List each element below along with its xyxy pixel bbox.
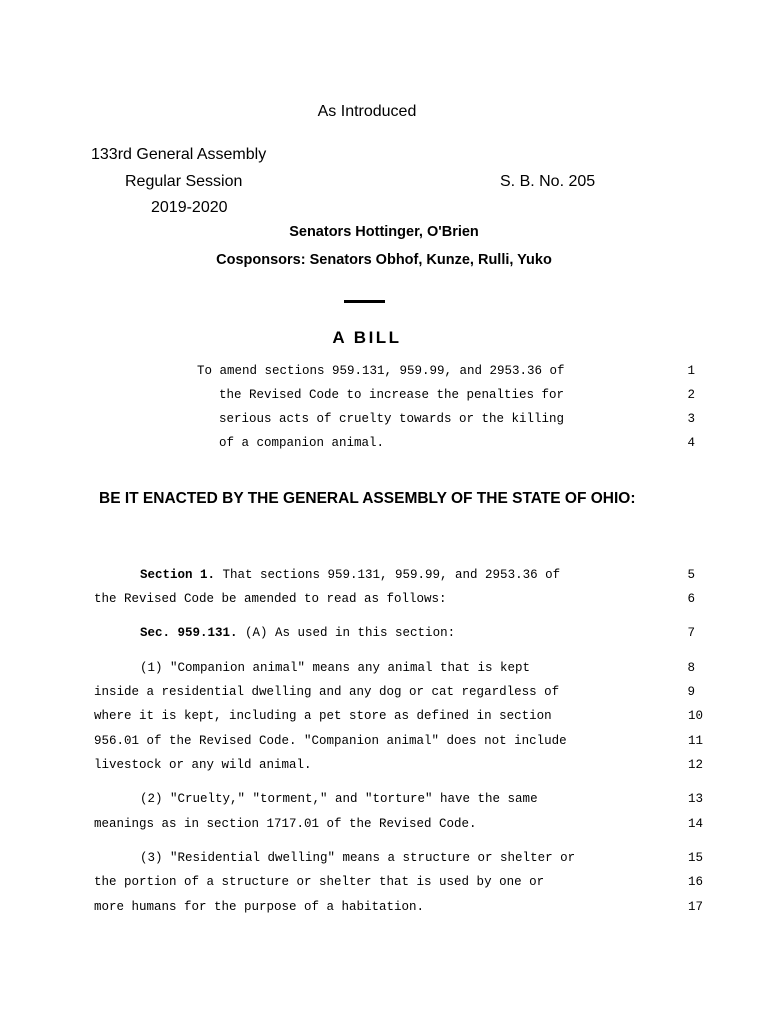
paragraph-line: 956.01 of the Revised Code. "Companion animal" does not include [94, 734, 567, 748]
paragraph-line: livestock or any wild animal. [94, 758, 312, 772]
section-1-line [140, 568, 560, 582]
general-assembly: 133rd General Assembly [91, 146, 267, 163]
line-number: 17 [687, 900, 703, 914]
paragraph-line: (3) "Residential dwelling" means a structure or shelter or [140, 851, 576, 865]
enacting-clause: BE IT ENACTED BY THE GENERAL ASSEMBLY OF THE STATE OF OHIO: [99, 490, 636, 507]
section-1-line: the Revised Code be amended to read as follows: [94, 592, 447, 606]
paragraph-line: (1) "Companion animal" means any animal that is kept [140, 661, 531, 675]
paragraph-line: where it is kept, including a pet store as defined in section [94, 709, 552, 723]
line-number: 12 [687, 758, 703, 772]
line-number: 9 [687, 685, 695, 699]
paragraph-line: meanings as in section 1717.01 of the Revised Code. [94, 817, 477, 831]
paragraph-line: more humans for the purpose of a habitation. [94, 900, 425, 914]
line-number: 14 [687, 817, 703, 831]
section-label: Sec. 959.131. [140, 626, 238, 640]
section-text: (A) As used in this section: [237, 626, 456, 640]
title-line: To amend sections 959.131, 959.99, and 2953.36 of [197, 364, 565, 378]
line-number: 7 [687, 626, 695, 640]
line-number: 6 [687, 592, 695, 606]
separator-rule [344, 300, 385, 303]
line-number: 4 [687, 436, 695, 450]
line-number: 15 [687, 851, 703, 865]
title-line: of a companion animal. [219, 436, 385, 450]
line-number: 13 [687, 792, 703, 806]
session: Regular Session [125, 173, 243, 190]
line-number: 10 [687, 709, 703, 723]
session-years: 2019-2020 [151, 199, 228, 216]
section-label: Section 1. [140, 568, 216, 582]
title-line: the Revised Code to increase the penalties for [219, 388, 565, 402]
sponsors: Senators Hottinger, O'Brien [289, 224, 479, 240]
sec-959-131-line [140, 626, 455, 640]
line-number: 1 [687, 364, 695, 378]
line-number: 8 [687, 661, 695, 675]
title-line: serious acts of cruelty towards or the killing [219, 412, 565, 426]
bill-number: S. B. No. 205 [500, 173, 596, 190]
bill-status: As Introduced [317, 103, 417, 120]
line-number: 5 [687, 568, 695, 582]
line-number: 3 [687, 412, 695, 426]
line-number: 16 [687, 875, 703, 889]
line-number: 2 [687, 388, 695, 402]
paragraph-line: inside a residential dwelling and any dog or cat regardless of [94, 685, 560, 699]
line-number: 11 [687, 734, 703, 748]
section-text: That sections 959.131, 959.99, and 2953.36 of [215, 568, 561, 582]
cosponsors: Cosponsors: Senators Obhof, Kunze, Rulli, Yuko [216, 252, 552, 268]
paragraph-line: (2) "Cruelty," "torment," and "torture" have the same [140, 792, 538, 806]
bill-heading: A BILL [332, 328, 402, 347]
paragraph-line: the portion of a structure or shelter that is used by one or [94, 875, 545, 889]
